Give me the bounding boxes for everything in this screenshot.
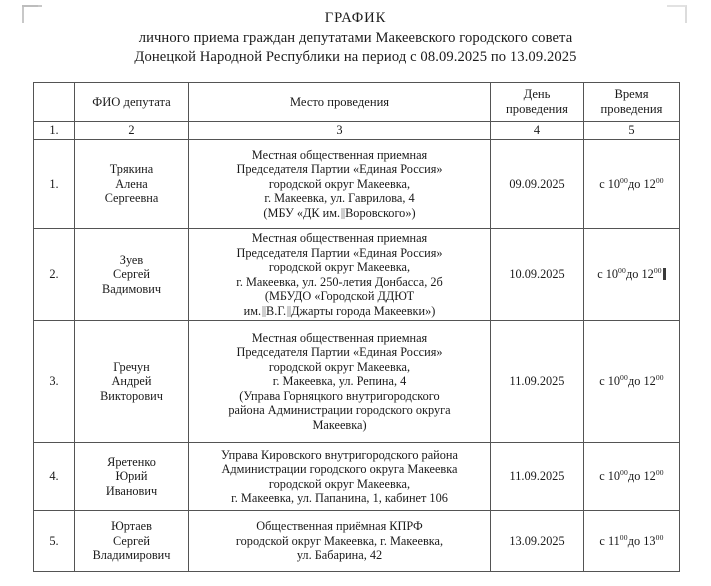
place-line: Местная общественная приемная: [251, 330, 428, 345]
deputy-name-cell: [75, 321, 189, 443]
deputy-name-line: Трякина: [109, 162, 154, 177]
time-from-minutes: 00: [619, 532, 628, 542]
place-line: (МБУ «ДК им. Воровского»): [263, 205, 416, 220]
deputy-name-cell: [75, 229, 189, 321]
time-to-minutes: 00: [653, 266, 662, 276]
place-line: Управа Кировского внутригородского района: [221, 447, 458, 462]
time-cell: [584, 140, 680, 229]
place-line: Председателя Партии «Единая Россия»: [236, 345, 443, 360]
schedule-table-container: [33, 82, 679, 572]
deputy-name-cell: [75, 140, 189, 229]
table-row: [34, 511, 680, 572]
deputy-name-line: Сергей: [113, 267, 150, 282]
day-cell: 13.09.2025: [491, 511, 584, 572]
place-line: Общественная приёмная КПРФ: [256, 519, 423, 534]
place-line: городской округ Макеевка,: [268, 476, 411, 491]
time-from-minutes: 00: [618, 266, 627, 276]
time-from-minutes: 00: [620, 175, 629, 185]
place-line: Председателя Партии «Единая Россия»: [236, 245, 443, 260]
deputy-name-line: Вадимович: [102, 281, 161, 296]
column-number-1: 1.: [34, 122, 75, 140]
column-number-2: 2: [75, 122, 189, 140]
time-from-minutes: 00: [620, 468, 629, 478]
document-title: ГРАФИК: [324, 10, 387, 26]
deputy-name-line: Викторович: [100, 388, 163, 403]
day-cell: 10.09.2025: [491, 229, 584, 321]
table-row: [34, 229, 680, 321]
place-line: г. Макеевка, ул. Гаврилова, 4: [264, 191, 415, 206]
row-number-cell: 5.: [34, 511, 75, 572]
place-line: ул. Бабарина, 42: [296, 548, 383, 563]
time-value: с $10^{00}до$ $12^{00}$: [599, 175, 664, 191]
deputy-name-line: Зуев: [119, 252, 144, 267]
place-cell: [189, 511, 491, 572]
place-line: района Администрации городского округа: [228, 403, 451, 418]
time-to-minutes: 00: [655, 175, 664, 185]
document-subtitle-line-2: Донецкой Народной Республики на период с 08.09.2025 по 13.09.2025: [134, 49, 577, 65]
deputy-name-line: Сергей: [113, 533, 150, 548]
place-line: г. Макеевка, ул. Папанина, 1, кабинет 106: [231, 491, 448, 505]
place-line: городской округ Макеевка,: [268, 359, 411, 374]
row-number-cell: 1.: [34, 140, 75, 229]
day-cell: 11.09.2025: [491, 321, 584, 443]
time-to-minutes: 00: [655, 468, 664, 478]
document-subtitle-line-1: личного приема граждан депутатами Макеевского городского совета: [138, 29, 573, 46]
day-cell: 09.09.2025: [491, 140, 584, 229]
place-line: Местная общественная приемная: [251, 147, 428, 162]
column-number-4: 4: [491, 122, 584, 140]
place-line: г. Макеевка, ул. 250-летия Донбасса, 2б: [236, 274, 443, 289]
deputy-name-line: Владимирович: [92, 548, 171, 563]
deputy-name-cell: [75, 443, 189, 511]
place-line: городской округ Макеевка,: [268, 260, 411, 274]
place-line: городской округ Макеевка, г. Макеевка,: [235, 533, 444, 548]
place-line: Макеевка): [312, 417, 367, 432]
table-row: [34, 140, 680, 229]
table-row: [34, 321, 680, 443]
column-header-day-line-2: проведения: [506, 102, 568, 116]
time-cell: [584, 443, 680, 511]
nonbreaking-space-mark: [341, 208, 345, 219]
nonbreaking-space-mark: [262, 306, 266, 317]
column-header-time-line-2: проведения: [600, 102, 663, 116]
column-number-5: 5: [584, 122, 680, 140]
deputy-name-line: Алена: [115, 176, 148, 191]
deputy-name-line: Иванович: [105, 483, 158, 498]
column-header-time-line-1: Время: [614, 87, 649, 102]
place-cell: [189, 321, 491, 443]
place-line: (МБУДО «Городской ДДЮТ: [264, 289, 415, 303]
column-header-day-line-1: День: [523, 87, 551, 102]
row-number-cell: 2.: [34, 229, 75, 321]
deputy-name-line: Яретенко: [107, 454, 156, 469]
time-cell: [584, 511, 680, 572]
place-line: Администрации городского округа Макеевка: [221, 462, 458, 476]
table-column-number-row: [34, 122, 680, 140]
time-value: с $11^{00}до$ $13^{00}$: [599, 532, 664, 548]
deputy-name-line: Гречун: [113, 359, 150, 374]
place-line: Местная общественная приемная: [251, 231, 428, 245]
place-line: г. Макеевка, ул. Репина, 4: [272, 374, 407, 389]
column-header-time: [584, 83, 680, 122]
time-cell: [584, 229, 680, 321]
time-from-minutes: 00: [620, 373, 629, 383]
deputy-name-line: Юртаев: [111, 519, 152, 534]
nonbreaking-space-mark: [287, 306, 291, 317]
column-header-place: Место проведения: [189, 83, 491, 122]
table-header-row: [34, 83, 680, 122]
column-number-3: 3: [189, 122, 491, 140]
day-cell: 11.09.2025: [491, 443, 584, 511]
place-cell: [189, 140, 491, 229]
table-body: [34, 140, 680, 572]
place-line: Председателя Партии «Единая Россия»: [236, 162, 443, 177]
table-row: [34, 443, 680, 511]
column-header-number: [34, 83, 75, 122]
place-line: городской округ Макеевка,: [268, 176, 411, 191]
time-value: с $10^{00}до$ $12^{00}$: [599, 468, 664, 484]
place-cell: [189, 229, 491, 321]
time-to-minutes: 00: [655, 373, 664, 383]
document-heading: [0, 0, 711, 68]
column-header-day: [491, 83, 584, 122]
time-value: с $10^{00}до$ $12^{00}$: [599, 373, 664, 389]
time-value: с $10^{00}до$ $12^{00}$: [597, 266, 662, 282]
row-number-cell: 4.: [34, 443, 75, 511]
time-cell: [584, 321, 680, 443]
deputy-name-line: Андрей: [111, 374, 152, 389]
place-line: им. В.Г. Джарты города Макеевки»): [243, 303, 436, 318]
time-to-minutes: 00: [655, 532, 664, 542]
deputy-name-cell: [75, 511, 189, 572]
place-cell: [189, 443, 491, 511]
place-line: (Управа Горняцкого внутригородского: [239, 388, 440, 403]
schedule-table: [33, 82, 680, 572]
deputy-name-line: Юрий: [115, 469, 148, 484]
row-number-cell: 3.: [34, 321, 75, 443]
paragraph-mark: [663, 268, 666, 280]
deputy-name-line: Сергеевна: [104, 191, 159, 206]
column-header-deputy-name: ФИО депутата: [75, 83, 189, 122]
table-head: [34, 83, 680, 140]
